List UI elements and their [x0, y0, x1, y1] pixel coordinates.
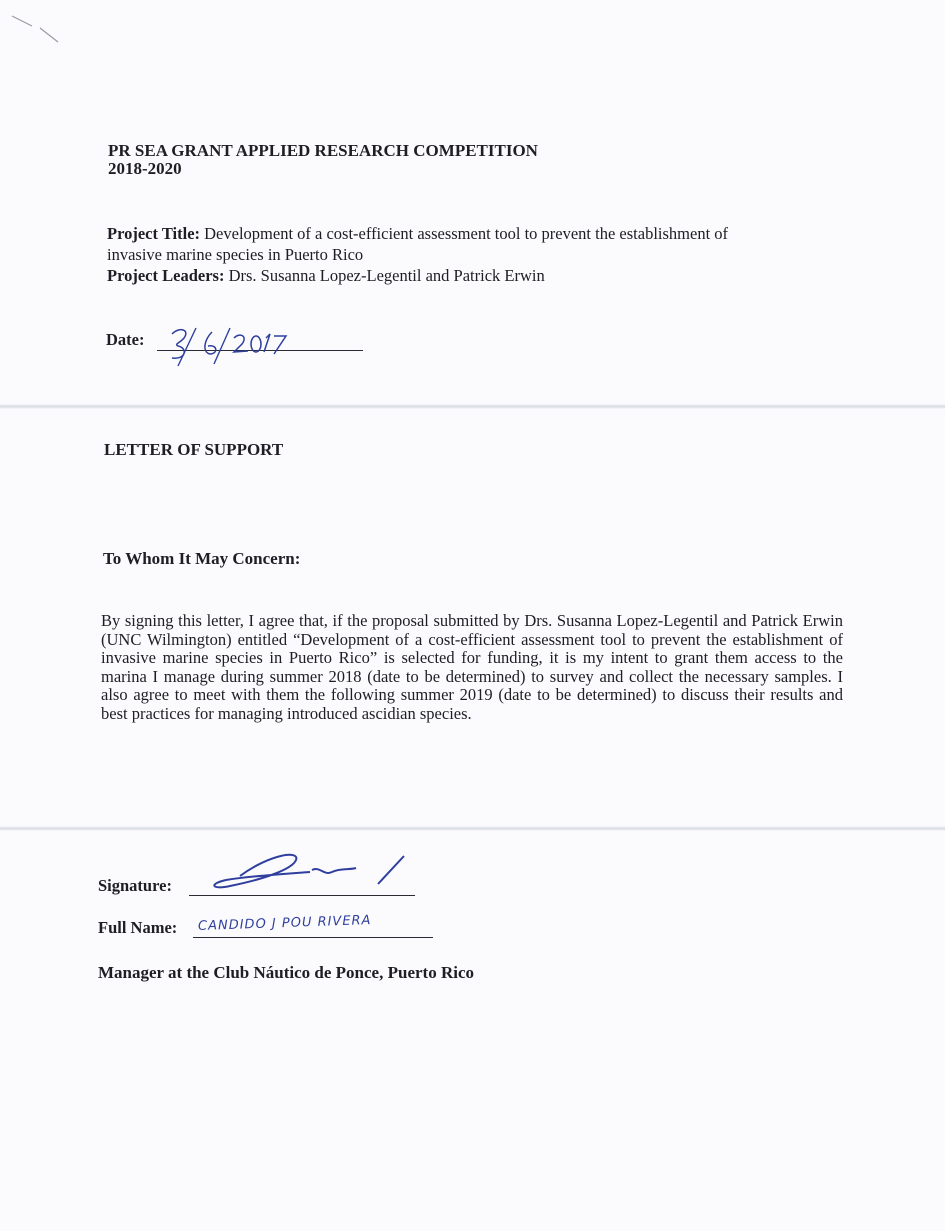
signer-position: Manager at the Club Náutico de Ponce, Puerto Rico: [98, 963, 474, 982]
project-leaders-line: [107, 266, 545, 285]
project-title-line: [107, 224, 728, 243]
full-name-underline: [193, 937, 433, 938]
competition-title: PR SEA GRANT APPLIED RESEARCH COMPETITION: [108, 141, 538, 160]
scan-corner-mark: [10, 6, 70, 46]
salutation: To Whom It May Concern:: [103, 549, 301, 568]
project-leaders-label: Project Leaders:: [107, 266, 225, 285]
handwritten-signature: [200, 850, 410, 900]
project-title-continuation: invasive marine species in Puerto Rico: [107, 245, 364, 264]
date-label: Date:: [106, 330, 145, 349]
project-title-label: Project Title:: [107, 224, 201, 243]
handwritten-full-name: CANDIDO J POU RIVERA: [197, 912, 372, 935]
paper-fold-line: [0, 404, 945, 409]
signature-label: Signature:: [98, 876, 172, 895]
full-name-label: Full Name:: [98, 918, 178, 937]
handwritten-date: [150, 318, 300, 370]
project-title-text: Development of a cost-efficient assessment tool to prevent the establishment of: [204, 224, 729, 243]
letter-heading: LETTER OF SUPPORT: [104, 440, 284, 459]
paper-fold-line: [0, 826, 945, 831]
project-leaders-text: Drs. Susanna Lopez-Legentil and Patrick Erwin: [228, 266, 545, 285]
letter-body: By signing this letter, I agree that, if the proposal submitted by Drs. Susanna Lopez-Legentil and Patrick Erwin (UNC Wilmington) entitled “Development of a cost-efficient assessment tool to prevent the establishment of invasive marine species in Puerto Rico” is selected for funding, it is my intent to grant them access to the marina I manage during summer 2018 (date to be determined) to survey and collect the necessary samples. I also agree to meet with them the following summer 2019 (date to be determined) to discuss their results and best practices for managing introduced ascidian species.: [101, 611, 843, 723]
competition-years: 2018-2020: [108, 159, 182, 178]
